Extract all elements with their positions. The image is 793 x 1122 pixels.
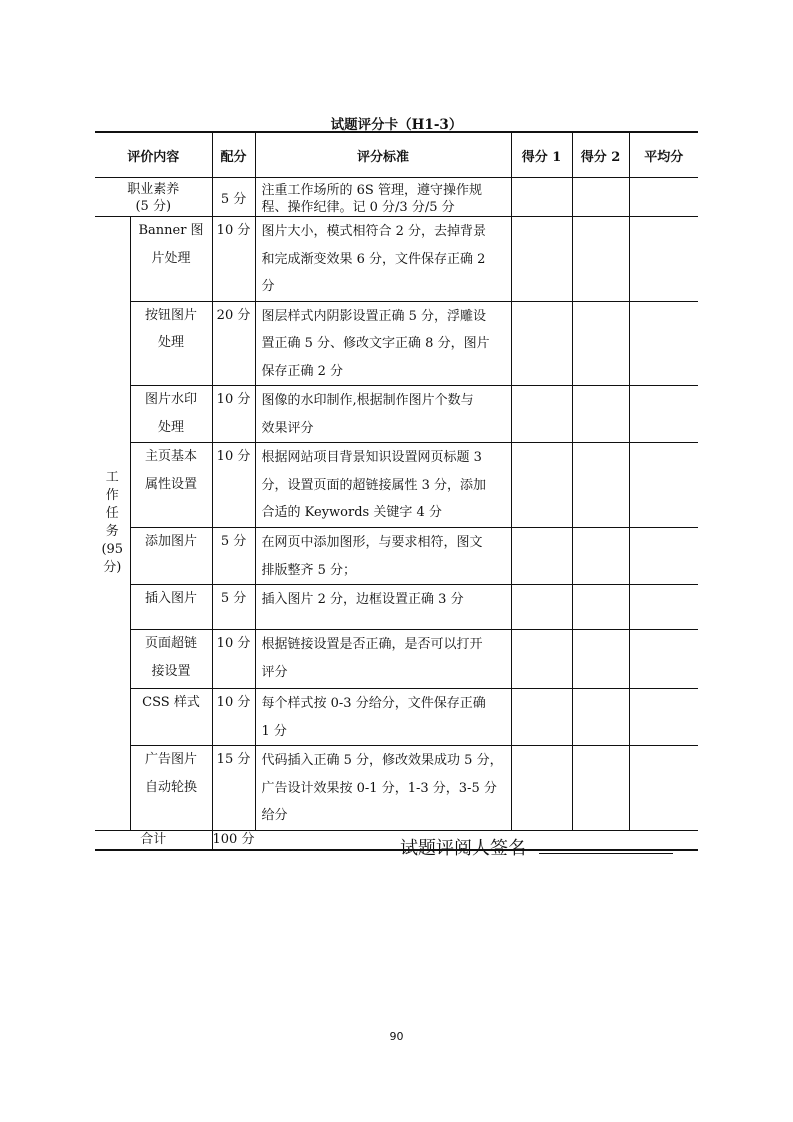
score2-cell[interactable] bbox=[572, 443, 629, 528]
score2-cell[interactable] bbox=[572, 386, 629, 443]
task-group-char: (95 bbox=[101, 542, 124, 558]
task-criteria bbox=[255, 689, 511, 746]
task-criteria bbox=[255, 301, 511, 386]
score1-cell[interactable] bbox=[511, 178, 572, 217]
professional-points: 5 分 bbox=[212, 178, 255, 217]
total-row bbox=[95, 830, 698, 850]
page-title: 试题评分卡（H1-3） bbox=[330, 117, 463, 133]
header-score2: 得分 2 bbox=[572, 132, 629, 178]
task-group-label bbox=[95, 217, 130, 831]
task-points: 20 分 bbox=[212, 301, 255, 386]
task-name-line: 接设置 bbox=[151, 663, 191, 679]
task-criteria bbox=[255, 443, 511, 528]
score2-cell[interactable] bbox=[572, 301, 629, 386]
score2-cell[interactable] bbox=[572, 178, 629, 217]
criteria-line: 根据网站项目背景知识设置网页标题 3 bbox=[261, 450, 482, 465]
score1-cell[interactable] bbox=[511, 443, 572, 528]
average-cell[interactable] bbox=[629, 585, 698, 630]
criteria-line: 给分 bbox=[261, 808, 288, 823]
average-cell[interactable] bbox=[629, 386, 698, 443]
professional-criteria-line: 注重工作场所的 6S 管理，遵守操作规 bbox=[261, 183, 482, 198]
task-name bbox=[130, 630, 212, 689]
average-cell[interactable] bbox=[629, 630, 698, 689]
task-name-line: 属性设置 bbox=[145, 476, 198, 492]
average-cell[interactable] bbox=[629, 301, 698, 386]
average-cell[interactable] bbox=[629, 217, 698, 302]
task-points: 10 分 bbox=[212, 689, 255, 746]
score1-cell[interactable] bbox=[511, 630, 572, 689]
total-label: 合计 bbox=[95, 830, 212, 850]
task-group-char: 作 bbox=[105, 488, 119, 504]
score1-cell[interactable] bbox=[511, 528, 572, 585]
task-criteria bbox=[255, 528, 511, 585]
task-points: 5 分 bbox=[212, 528, 255, 585]
header-criteria: 评分标准 bbox=[255, 132, 511, 178]
criteria-line: 图片大小，模式相符合 2 分，去掉背景 bbox=[261, 224, 487, 239]
criteria-line: 置正确 5 分、修改文字正确 8 分，图片 bbox=[261, 336, 490, 351]
criteria-line: 图像的水印制作,根据制作图片个数与 bbox=[261, 393, 474, 408]
score1-cell[interactable] bbox=[511, 217, 572, 302]
professional-label: 职业素养 bbox=[127, 182, 180, 197]
header-content: 评价内容 bbox=[95, 132, 212, 178]
professional-criteria-line: 程、操作纪律。记 0 分/3 分/5 分 bbox=[261, 200, 455, 215]
score2-cell[interactable] bbox=[572, 528, 629, 585]
header-score1: 得分 1 bbox=[511, 132, 572, 178]
task-name-line: Banner 图 bbox=[138, 223, 204, 238]
score2-cell[interactable] bbox=[572, 746, 629, 831]
criteria-line: 排版整齐 5 分； bbox=[261, 562, 357, 578]
score2-cell[interactable] bbox=[572, 585, 629, 630]
task-points: 10 分 bbox=[212, 630, 255, 689]
scoring-table bbox=[95, 131, 698, 851]
professional-label-cell bbox=[95, 178, 212, 217]
task-name-line: 广告图片 bbox=[145, 752, 198, 767]
task-name-line: 片处理 bbox=[151, 250, 191, 266]
task-name-line: 处理 bbox=[158, 335, 185, 350]
average-cell[interactable] bbox=[629, 178, 698, 217]
criteria-line: 分，设置页面的超链接属性 3 分，添加 bbox=[261, 477, 487, 493]
task-row bbox=[95, 528, 698, 585]
header-row bbox=[95, 132, 698, 178]
score1-cell[interactable] bbox=[511, 746, 572, 831]
professional-row bbox=[95, 178, 698, 217]
task-name-line: 页面超链 bbox=[145, 636, 198, 651]
task-name-line: 按钮图片 bbox=[145, 307, 198, 323]
criteria-line: 每个样式按 0-3 分给分，文件保存正确 bbox=[261, 696, 486, 711]
header-average: 平均分 bbox=[629, 132, 698, 178]
task-name bbox=[130, 746, 212, 831]
task-name bbox=[130, 528, 212, 585]
criteria-line: 合适的 Keywords 关键字 4 分 bbox=[261, 505, 442, 520]
task-points: 5 分 bbox=[212, 585, 255, 630]
task-criteria bbox=[255, 217, 511, 302]
score1-cell[interactable] bbox=[511, 386, 572, 443]
criteria-line: 插入图片 2 分，边框设置正确 3 分 bbox=[261, 592, 464, 607]
task-name bbox=[130, 217, 212, 302]
task-row bbox=[95, 386, 698, 443]
criteria-line: 图层样式内阴影设置正确 5 分，浮雕设 bbox=[261, 308, 487, 324]
criteria-line: 根据链接设置是否正确，是否可以打开 bbox=[261, 637, 483, 652]
average-cell[interactable] bbox=[629, 528, 698, 585]
task-criteria bbox=[255, 386, 511, 443]
signature-line[interactable] bbox=[539, 853, 673, 854]
task-points: 10 分 bbox=[212, 443, 255, 528]
criteria-line: 分 bbox=[261, 279, 275, 294]
task-row bbox=[95, 746, 698, 831]
criteria-line: 评分 bbox=[261, 664, 288, 680]
task-name bbox=[130, 443, 212, 528]
criteria-line: 效果评分 bbox=[261, 420, 314, 436]
criteria-line: 广告设计效果按 0-1 分，1-3 分，3-5 分 bbox=[261, 780, 497, 796]
page-number: 90 bbox=[389, 1030, 404, 1043]
criteria-line: 代码插入正确 5 分，修改效果成功 5 分， bbox=[261, 753, 503, 768]
task-name bbox=[130, 386, 212, 443]
professional-sub: (5 分) bbox=[135, 199, 172, 214]
task-group-char: 务 bbox=[105, 524, 119, 540]
task-name-line: 图片水印 bbox=[145, 392, 198, 407]
average-cell[interactable] bbox=[629, 689, 698, 746]
task-criteria bbox=[255, 746, 511, 831]
signature-label: 试题评阅人签名 bbox=[400, 838, 526, 859]
average-cell[interactable] bbox=[629, 443, 698, 528]
task-name bbox=[130, 301, 212, 386]
task-name bbox=[130, 585, 212, 630]
criteria-line: 1 分 bbox=[261, 723, 287, 739]
task-points: 10 分 bbox=[212, 386, 255, 443]
task-row bbox=[95, 689, 698, 746]
header-points: 配分 bbox=[212, 132, 255, 178]
score1-cell[interactable] bbox=[511, 689, 572, 746]
task-group-char: 分) bbox=[103, 560, 122, 576]
task-row bbox=[95, 443, 698, 528]
criteria-line: 在网页中添加图形，与要求相符，图文 bbox=[261, 535, 483, 550]
task-row bbox=[95, 630, 698, 689]
task-name-line: 主页基本 bbox=[145, 449, 198, 464]
task-name-line: CSS 样式 bbox=[142, 695, 200, 710]
task-name bbox=[130, 689, 212, 746]
task-criteria bbox=[255, 585, 511, 630]
score2-cell[interactable] bbox=[572, 630, 629, 689]
task-points: 15 分 bbox=[212, 746, 255, 831]
average-cell[interactable] bbox=[629, 746, 698, 831]
task-criteria bbox=[255, 630, 511, 689]
score2-cell[interactable] bbox=[572, 217, 629, 302]
task-group-char: 任 bbox=[105, 506, 119, 522]
task-points: 10 分 bbox=[212, 217, 255, 302]
total-points: 100 分 bbox=[212, 830, 698, 850]
task-row bbox=[95, 585, 698, 630]
professional-criteria bbox=[255, 178, 511, 217]
task-name-line: 插入图片 bbox=[145, 591, 198, 606]
score2-cell[interactable] bbox=[572, 689, 629, 746]
task-row bbox=[95, 301, 698, 386]
score1-cell[interactable] bbox=[511, 301, 572, 386]
task-group-char: 工 bbox=[105, 470, 119, 486]
task-name-line: 处理 bbox=[158, 419, 185, 435]
task-row bbox=[95, 217, 698, 302]
criteria-line: 保存正确 2 分 bbox=[261, 363, 344, 379]
task-name-line: 自动轮换 bbox=[145, 779, 198, 795]
criteria-line: 和完成渐变效果 6 分，文件保存正确 2 bbox=[261, 251, 486, 267]
task-name-line: 添加图片 bbox=[145, 534, 198, 549]
score1-cell[interactable] bbox=[511, 585, 572, 630]
